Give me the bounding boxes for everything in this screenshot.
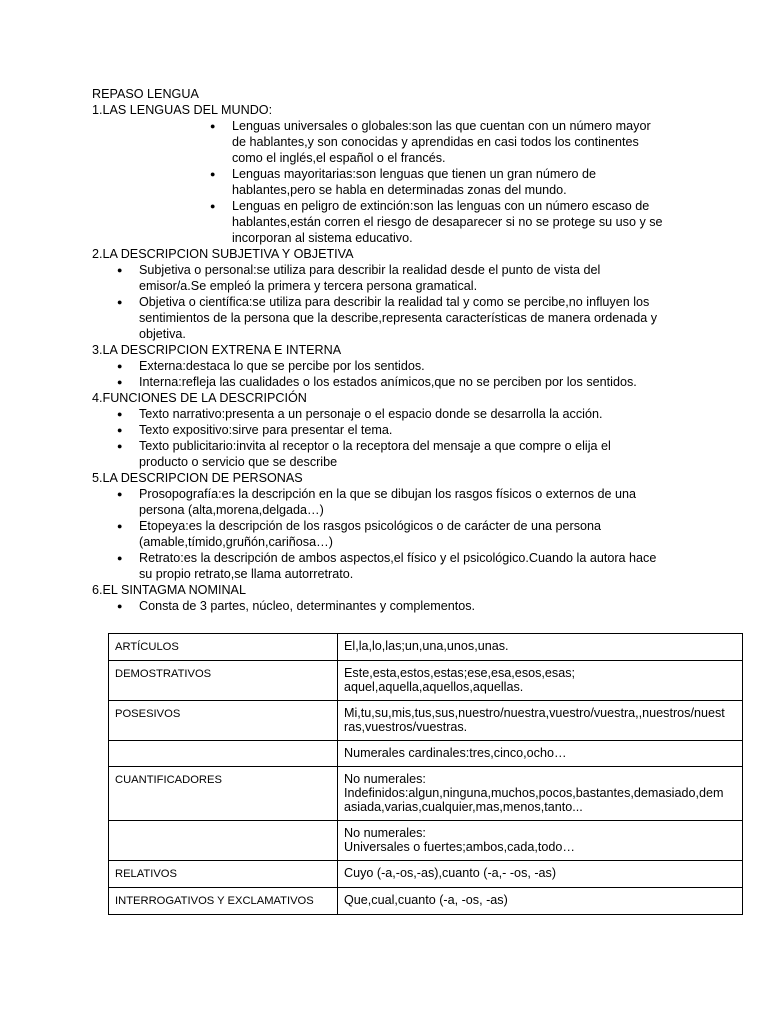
table-row — [109, 661, 743, 701]
list-item-line: Lenguas universales o globales:son las que cuentan con un número mayor — [232, 119, 651, 133]
sintagma-nominal-table — [108, 633, 743, 915]
table-row — [109, 741, 743, 767]
bullet-icon: ● — [117, 297, 123, 307]
bullet-icon: ● — [210, 201, 216, 211]
table-row — [109, 634, 743, 661]
table-value-cell — [338, 634, 743, 661]
bullet-icon: ● — [117, 489, 123, 499]
section-heading: 6.EL SINTAGMA NOMINAL — [92, 583, 246, 597]
table-value-line: El,la,lo,las;un,una,unos,unas. — [344, 639, 509, 653]
bullet-icon: ● — [117, 377, 123, 387]
list-item-line: Consta de 3 partes, núcleo, determinantes y complementos. — [139, 599, 476, 613]
table-value-line: Universales o fuertes;ambos,cada,todo… — [344, 840, 576, 854]
list-item-line: producto o servicio que se describe — [139, 455, 338, 469]
list-item-line: Subjetiva o personal:se utiliza para describir la realidad desde el punto de vista del — [139, 263, 601, 277]
table-value-line: ras,vuestros/vuestras. — [344, 720, 468, 734]
table-label-cell — [109, 741, 338, 767]
table-row — [109, 821, 743, 861]
list-item-line: Retrato:es la descripción de ambos aspectos,el físico y el psicológico.Cuando la autora hace — [139, 551, 657, 565]
list-item — [117, 262, 679, 294]
list-item — [117, 550, 679, 582]
table-value-cell — [338, 701, 743, 741]
table-row — [109, 888, 743, 915]
list-item — [117, 598, 679, 614]
list-item-line: Interna:refleja las cualidades o los estados anímicos,que no se perciben por los sentidos. — [139, 375, 637, 389]
bullet-list — [210, 118, 672, 246]
table-value-cell — [338, 861, 743, 888]
bullet-icon: ● — [117, 425, 123, 435]
list-item — [117, 438, 679, 470]
list-item — [117, 422, 679, 438]
bullet-icon: ● — [117, 409, 123, 419]
list-item-line: persona (alta,morena,delgada…) — [139, 503, 324, 517]
list-item — [117, 294, 679, 342]
list-item-line: Etopeya:es la descripción de los rasgos psicológicos o de carácter de una persona — [139, 519, 602, 533]
table-value-line: aquel,aquella,aquellos,aquellas. — [344, 680, 524, 694]
list-item-line: objetiva. — [139, 327, 186, 341]
table-value-line: Este,esta,estos,estas;ese,esa,esos,esas; — [344, 666, 576, 680]
list-item-line: Lenguas mayoritarias:son lenguas que tienen un gran número de — [232, 167, 597, 181]
bullet-list — [117, 262, 679, 342]
list-item-line: emisor/a.Se empleó la primera y tercera persona gramatical. — [139, 279, 478, 293]
document-title: REPASO LENGUA — [92, 87, 199, 101]
section-heading: 3.LA DESCRIPCION EXTRENA E INTERNA — [92, 343, 342, 357]
list-item-line: (amable,tímido,gruñón,cariñosa…) — [139, 535, 333, 549]
list-item-line: hablantes,están corren el riesgo de desaparecer si no se protege su uso y se — [232, 215, 663, 229]
table-row — [109, 861, 743, 888]
table-value-line: asiada,varias,cualquier,mas,menos,tanto... — [344, 800, 583, 814]
bullet-list — [117, 358, 679, 390]
table-row — [109, 767, 743, 821]
table-label-cell: ARTÍCULOS — [109, 634, 338, 661]
table-value-cell — [338, 767, 743, 821]
list-item-line: incorporan al sistema educativo. — [232, 231, 413, 245]
bullet-icon: ● — [210, 121, 216, 131]
bullet-list — [117, 598, 679, 614]
table-value-cell — [338, 888, 743, 915]
table-label-cell: DEMOSTRATIVOS — [109, 661, 338, 701]
list-item-line: Texto publicitario:invita al receptor o la receptora del mensaje a que compre o elija el — [139, 439, 611, 453]
table-value-line: Numerales cardinales:tres,cinco,ocho… — [344, 746, 567, 760]
list-item — [117, 486, 679, 518]
bullet-icon: ● — [117, 553, 123, 563]
table-label-cell: CUANTIFICADORES — [109, 767, 338, 821]
list-item — [117, 358, 679, 374]
list-item — [117, 406, 679, 422]
table-row — [109, 701, 743, 741]
bullet-icon: ● — [117, 265, 123, 275]
list-item — [210, 118, 672, 166]
bullet-icon: ● — [210, 169, 216, 179]
table-value-cell — [338, 661, 743, 701]
table-value-line: Que,cual,cuanto (-a, -os, -as) — [344, 893, 508, 907]
list-item-line: como el inglés,el español o el francés. — [232, 151, 446, 165]
list-item-line: Prosopografía:es la descripción en la que se dibujan los rasgos físicos o externos de una — [139, 487, 637, 501]
list-item-line: Texto narrativo:presenta a un personaje o el espacio donde se desarrolla la acción. — [139, 407, 603, 421]
section-heading: 2.LA DESCRIPCION SUBJETIVA Y OBJETIVA — [92, 247, 354, 261]
table-label-cell: RELATIVOS — [109, 861, 338, 888]
bullet-icon: ● — [117, 441, 123, 451]
bullet-icon: ● — [117, 521, 123, 531]
table-value-line: No numerales: — [344, 826, 426, 840]
list-item-line: su propio retrato,se llama autorretrato. — [139, 567, 354, 581]
list-item — [210, 166, 672, 198]
list-item-line: Lenguas en peligro de extinción:son las lenguas con un número escaso de — [232, 199, 650, 213]
section-heading: 1.LAS LENGUAS DEL MUNDO: — [92, 103, 273, 117]
table-value-cell — [338, 741, 743, 767]
table-value-line: No numerales: — [344, 772, 426, 786]
list-item-line: Externa:destaca lo que se percibe por los sentidos. — [139, 359, 425, 373]
bullet-list — [117, 486, 679, 582]
table-label-cell: POSESIVOS — [109, 701, 338, 741]
table-label-cell — [109, 821, 338, 861]
list-item-line: hablantes,pero se habla en determinadas zonas del mundo. — [232, 183, 567, 197]
section-heading: 4.FUNCIONES DE LA DESCRIPCIÓN — [92, 391, 307, 405]
list-item-line: sentimientos de la persona que la describe,representa características de manera ordenada y — [139, 311, 658, 325]
list-item — [117, 374, 679, 390]
document-body — [92, 86, 692, 614]
bullet-list — [117, 406, 679, 470]
bullet-icon: ● — [117, 361, 123, 371]
list-item-line: de hablantes,y son conocidas y aprendidas en casi todos los continentes — [232, 135, 639, 149]
table-value-line: Cuyo (-a,-os,-as),cuanto (-a,- -os, -as) — [344, 866, 557, 880]
table-label-cell: INTERROGATIVOS Y EXCLAMATIVOS — [109, 888, 338, 915]
list-item-line: Texto expositivo:sirve para presentar el tema. — [139, 423, 393, 437]
list-item — [210, 198, 672, 246]
table-value-cell — [338, 821, 743, 861]
list-item — [117, 518, 679, 550]
table-value-line: Indefinidos:algun,ninguna,muchos,pocos,bastantes,demasiado,dem — [344, 786, 724, 800]
bullet-icon: ● — [117, 601, 123, 611]
section-heading: 5.LA DESCRIPCION DE PERSONAS — [92, 471, 303, 485]
sections — [92, 102, 692, 614]
table-value-line: Mi,tu,su,mis,tus,sus,nuestro/nuestra,vuestro/vuestra,,nuestros/nuest — [344, 706, 725, 720]
list-item-line: Objetiva o científica:se utiliza para describir la realidad tal y como se percibe,no influyen los — [139, 295, 650, 309]
